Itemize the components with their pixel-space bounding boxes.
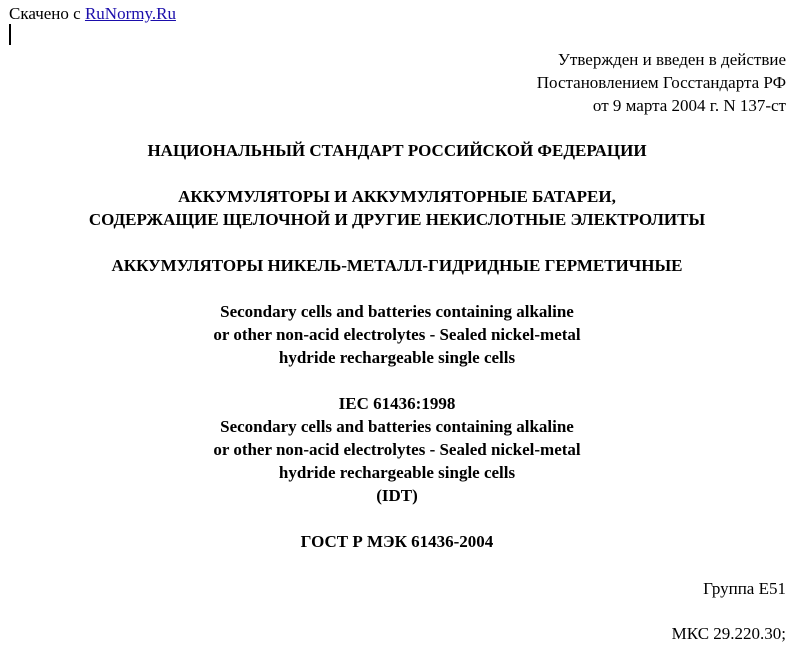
approval-block [537,48,786,117]
gost-text: ГОСТ Р МЭК 61436-2004 [300,532,494,551]
title-line: АККУМУЛЯТОРЫ И АККУМУЛЯТОРНЫЕ БАТАРЕИ, [178,187,616,206]
approval-line: Утвержден и введен в действие [557,50,786,69]
group-label: Группа Е51 [703,579,786,598]
mks-label: МКС 29.220.30; [671,624,786,643]
approval-line: от 9 марта 2004 г. N 137-ст [592,96,786,115]
national-standard-text: НАЦИОНАЛЬНЫЙ СТАНДАРТ РОССИЙСКОЙ ФЕДЕРАЦИИ [147,141,647,160]
english-title-line: hydride rechargeable single cells [278,348,516,367]
national-standard-heading [0,139,794,162]
iec-title-line: hydride rechargeable single cells [278,463,516,482]
english-title [0,300,794,369]
subtitle-text: АККУМУЛЯТОРЫ НИКЕЛЬ-МЕТАЛЛ-ГИДРИДНЫЕ ГЕРМЕТИЧНЫЕ [111,256,683,275]
iec-title-line: Secondary cells and batteries containing alkaline [220,417,574,436]
iec-title-line: or other non-acid electrolytes - Sealed nickel-metal [213,440,581,459]
source-link[interactable]: RuNormy.Ru [84,4,176,23]
source-prefix: Скачено с [9,4,85,23]
source-line [9,4,176,24]
title-line: СОДЕРЖАЩИЕ ЩЕЛОЧНОЙ И ДРУГИЕ НЕКИСЛОТНЫЕ ЭЛЕКТРОЛИТЫ [88,210,706,229]
iec-code: IEC 61436:1998 [338,394,456,413]
english-title-line: or other non-acid electrolytes - Sealed nickel-metal [213,325,581,344]
idt-label: (IDT) [376,486,418,505]
english-title-line: Secondary cells and batteries containing alkaline [220,302,574,321]
text-cursor [9,24,11,45]
document-subtitle [0,254,794,277]
iec-reference [0,392,794,507]
document-title [0,185,794,231]
approval-line: Постановлением Госстандарта РФ [536,73,786,92]
gost-designation [0,530,794,553]
